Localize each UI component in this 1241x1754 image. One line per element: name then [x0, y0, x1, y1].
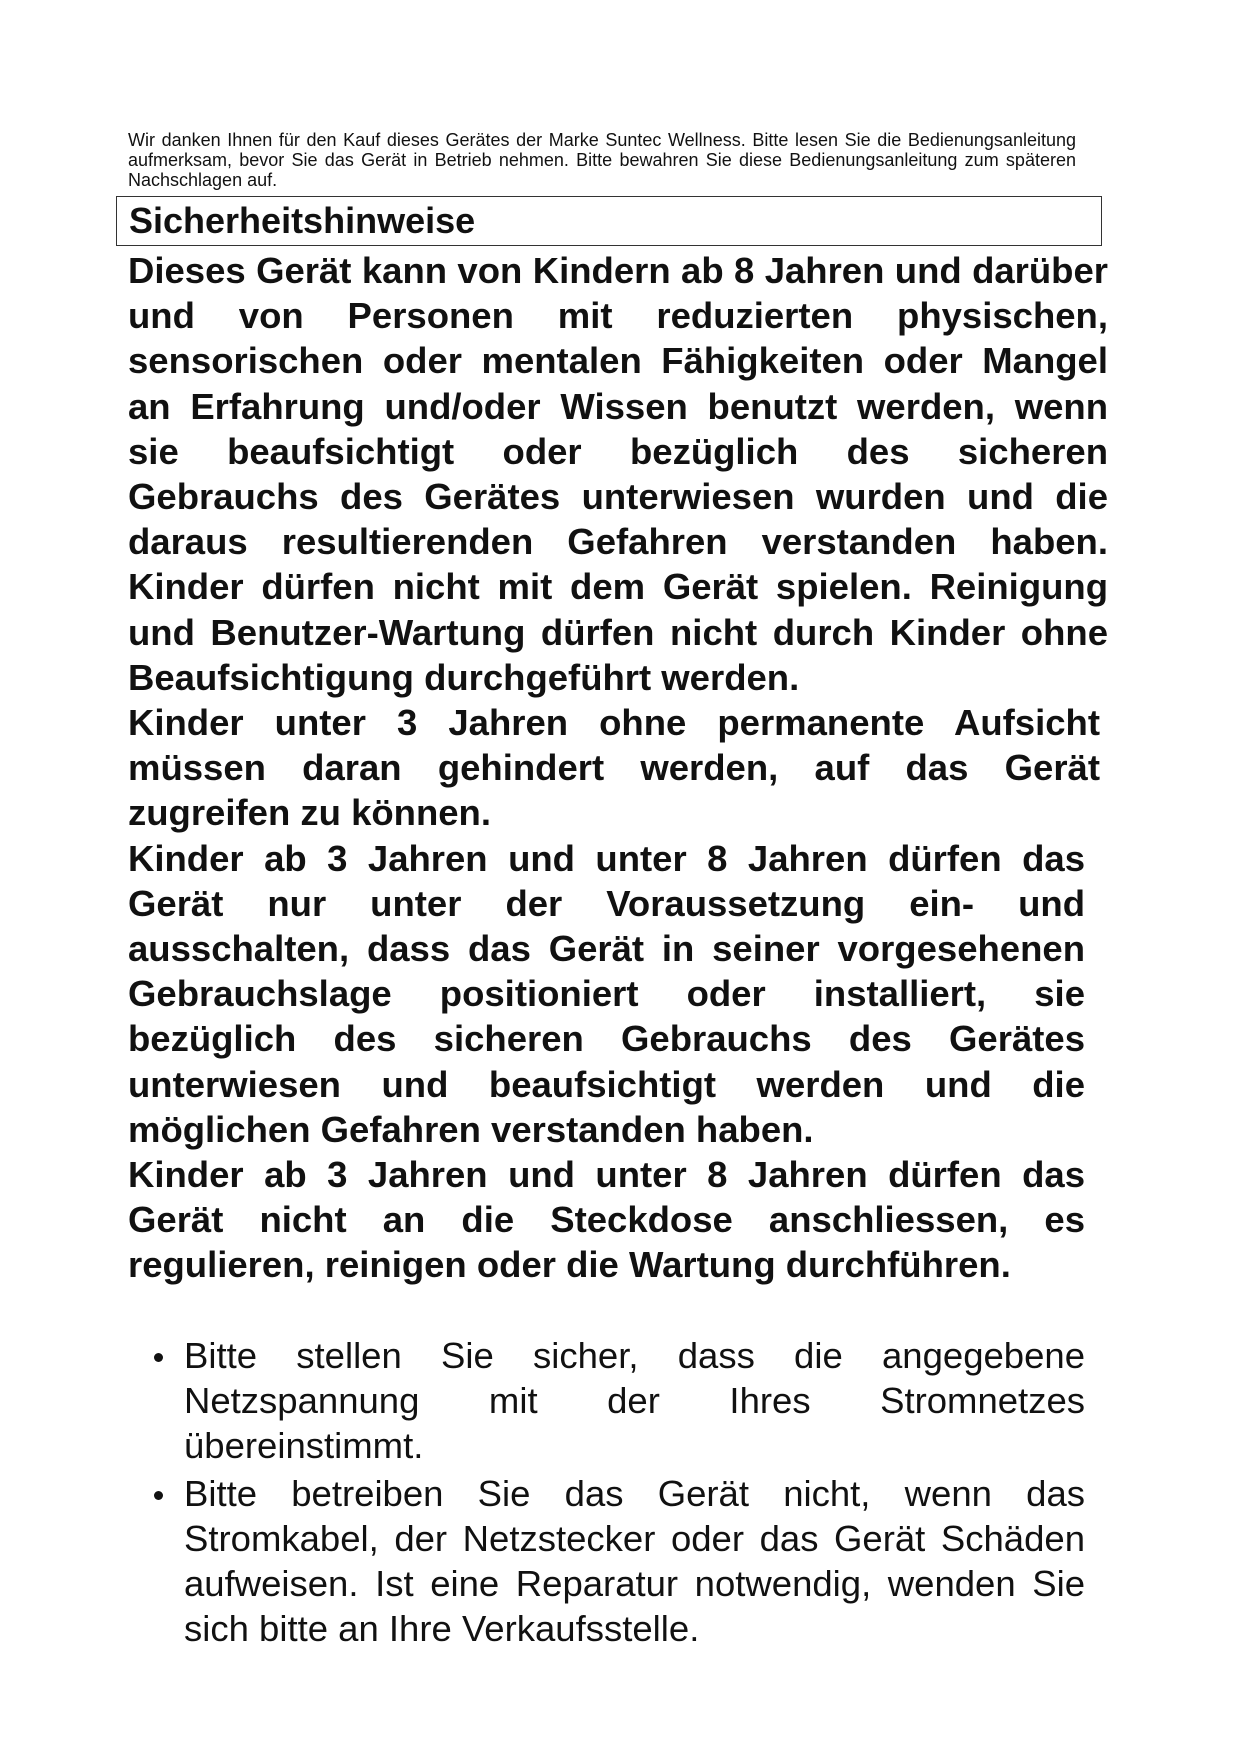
safety-warnings [128, 248, 1108, 1288]
section-header-box [116, 196, 1102, 246]
list-item [128, 1333, 1085, 1469]
warning-paragraph-children-3-to-8-maintenance: Kinder ab 3 Jahren und unter 8 Jahren dürfen das Gerät nicht an die Steckdose anschliessen, es regulieren, reinigen oder die Wartung durchführen. [128, 1154, 1085, 1286]
warning-paragraph-children-under-3: Kinder unter 3 Jahren ohne permanente Aufsicht müssen daran gehindert werden, auf das Gerät zugreifen zu können. [128, 702, 1100, 834]
bullet-icon [154, 1491, 163, 1500]
warning-paragraph-children-8-years: Dieses Gerät kann von Kindern ab 8 Jahren und darüber und von Personen mit reduzierten physischen, sensorischen oder mentalen Fähigkeiten oder Mangel an Erfahrung und/oder Wissen benutzt werden, wenn sie beaufsichtigt oder bezüglich des sicheren Gebrauchs des Gerätes unterwiesen wurden und die daraus resultierenden Gefahren verstanden haben. Kinder dürfen nicht mit dem Gerät spielen. Reinigung und Benutzer-Wartung dürfen nicht durch Kinder ohne Beaufsichtigung durchgeführt werden. [128, 250, 1108, 698]
section-title: Sicherheitshinweise [129, 200, 476, 241]
bullet-icon [154, 1353, 163, 1362]
bullet-text-voltage: Bitte stellen Sie sicher, dass die angegebene Netzspannung mit der Ihres Stromnetzes übereinstimmt. [184, 1335, 1085, 1467]
list-item [128, 1471, 1085, 1652]
intro-paragraph: Wir danken Ihnen für den Kauf dieses Gerätes der Marke Suntec Wellness. Bitte lesen Sie die Bedienungsanleitung aufmerksam, bevor Sie das Gerät in Betrieb nehmen. Bitte bewahren Sie diese Bedienungsanleitung zum späteren Nachschlagen auf. [128, 130, 1076, 190]
bullet-text-damage: Bitte betreiben Sie das Gerät nicht, wenn das Stromkabel, der Netzstecker oder das Gerät Schäden aufweisen. Ist eine Reparatur notwendig, wenden Sie sich bitte an Ihre Verkaufsstelle. [184, 1472, 1085, 1650]
safety-bullet-list [128, 1333, 1085, 1653]
warning-paragraph-children-3-to-8-operation: Kinder ab 3 Jahren und unter 8 Jahren dürfen das Gerät nur unter der Voraussetzung ein- und ausschalten, dass das Gerät in seiner vorgesehenen Gebrauchslage positioniert oder installiert, sie bezüglich des sicheren Gebrauchs des Gerätes unterwiesen und beaufsichtigt werden und die möglichen Gefahren verstanden haben. [128, 837, 1085, 1150]
